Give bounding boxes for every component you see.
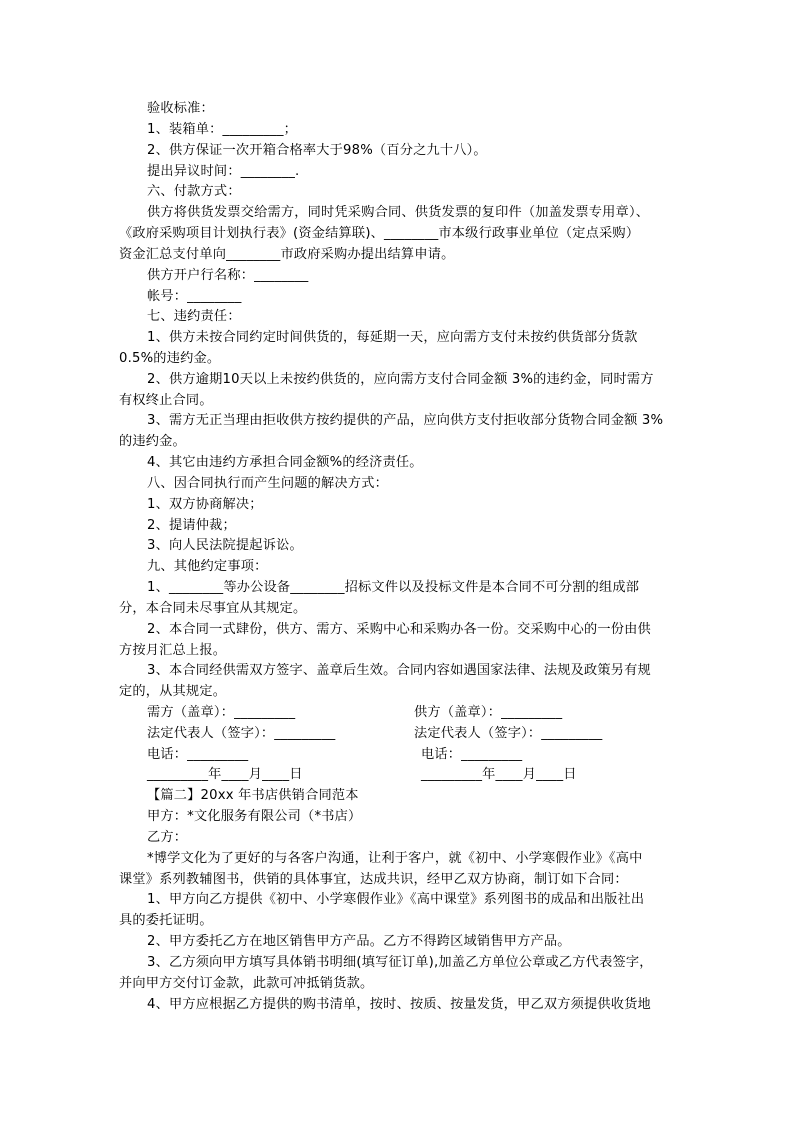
doc-line: 验收标准：	[147, 101, 214, 116]
doc-line: 4、甲方应根据乙方提供的购书清单，按时、按质、按量发货，甲乙双方须提供收货地	[147, 997, 651, 1012]
doc-line: 1、装箱单：_________；	[147, 122, 298, 137]
doc-line: 1、双方协商解决；	[147, 497, 263, 512]
party-b-line: 乙方：	[147, 830, 188, 845]
doc-line: 2、供方保证一次开箱合格率大于98%（百分之九十八）。	[147, 143, 487, 158]
party-a-line: 甲方：*文化服务有限公司（*书店）	[147, 809, 362, 824]
supplier-phone-field: 电话：_________	[421, 747, 523, 762]
doc-line: 《政府采购项目计划执行表》(资金结算联)、________市本级行政事业单位（定点采购）	[119, 226, 640, 241]
doc-line: 的违约金。	[119, 434, 186, 449]
section-heading: 八、因合同执行而产生问题的解决方式：	[147, 476, 388, 491]
section-heading: 六、付款方式：	[147, 184, 241, 199]
doc-line: 分，本合同未尽事宜从其规定。	[119, 601, 307, 616]
doc-line: 并向甲方交付订金款，此款可冲抵销货款。	[119, 976, 374, 991]
doc-line: 2、供方逾期10天以上未按约供货的，应向需方支付合同金额 3%的违约金，同时需方	[147, 372, 654, 387]
doc-line: 3、乙方须向甲方填写具体销书明细(填写征订单),加盖乙方单位公章或乙方代表签字，	[147, 955, 653, 970]
doc-line: 3、向人民法院提起诉讼。	[147, 538, 303, 553]
doc-line: 具的委托证明。	[119, 913, 213, 928]
doc-line: 4、其它由违约方承担合同金额%的经济责任。	[147, 455, 423, 470]
doc-line: 定的，从其规定。	[119, 684, 227, 699]
supplier-seal-field: 供方（盖章）：_________	[414, 705, 563, 720]
buyer-phone-field: 电话：_________	[147, 747, 249, 762]
doc-line: 课堂》系列教辅图书，供销的具体事宜，达成共识，经甲乙双方协商，制订如下合同：	[119, 872, 628, 887]
supplier-date-field: _________年____月____日	[421, 767, 577, 782]
buyer-date-field: _________年____月____日	[147, 767, 303, 782]
doc-line: 帐号：________	[147, 289, 242, 304]
doc-line: 2、甲方委托乙方在地区销售甲方产品。乙方不得跨区域销售甲方产品。	[147, 934, 571, 949]
buyer-rep-field: 法定代表人（签字）：_________	[147, 726, 336, 741]
doc-line: 1、________等办公设备________招标文件以及投标文件是本合同不可分割的组成部	[147, 580, 640, 595]
section-heading: 七、违约责任：	[147, 309, 241, 324]
doc-line: 提出异议时间：________.	[147, 164, 300, 179]
doc-line: *博学文化为了更好的与各客户沟通，让利于客户，就《初中、小学寒假作业》《高中	[147, 851, 643, 866]
part2-title: 【篇二】20xx 年书店供销合同范本	[147, 788, 359, 803]
doc-line: 0.5%的违约金。	[119, 351, 221, 366]
doc-line: 1、甲方向乙方提供《初中、小学寒假作业》《高中课堂》系列图书的成品和出版社出	[147, 892, 645, 907]
doc-line: 供方将供货发票交给需方，同时凭采购合同、供货发票的复印件（加盖发票专用章）、	[147, 205, 650, 220]
doc-line: 3、本合同经供需双方签字、盖章后生效。合同内容如遇国家法律、法规及政策另有规	[147, 663, 651, 678]
doc-line: 2、本合同一式肆份，供方、需方、采购中心和采购办各一份。交采购中心的一份由供	[147, 622, 651, 637]
doc-line: 1、供方未按合同约定时间供货的，每延期一天，应向需方支付未按约供货部分货款	[147, 330, 638, 345]
section-heading: 九、其他约定事项：	[147, 559, 268, 574]
supplier-rep-field: 法定代表人（签字）：_________	[414, 726, 603, 741]
doc-line: 2、提请仲裁；	[147, 518, 236, 533]
doc-line: 资金汇总支付单向________市政府采购办提出结算申请。	[119, 247, 455, 262]
doc-line: 供方开户行名称：________	[147, 268, 309, 283]
doc-line: 3、需方无正当理由拒收供方按约提供的产品，应向供方支付拒收部分货物合同金额 3%	[147, 413, 664, 428]
doc-line: 有权终止合同。	[119, 393, 213, 408]
doc-line: 方按月汇总上报。	[119, 643, 227, 658]
buyer-seal-field: 需方（盖章）：_________	[147, 705, 296, 720]
